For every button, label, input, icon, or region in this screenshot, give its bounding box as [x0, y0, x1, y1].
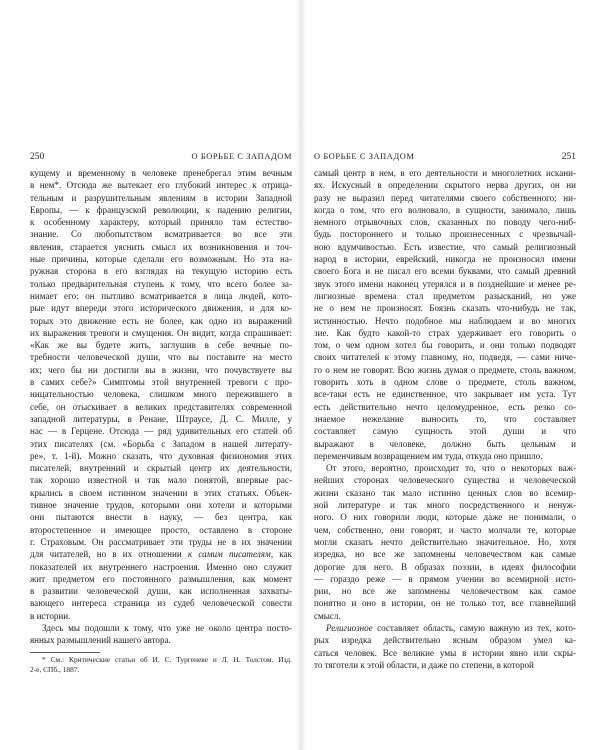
right-page-number: 251 [561, 152, 576, 162]
text-line: западной литературы, в Ренане, Штраусе, Д. С. Милле, у [30, 413, 292, 424]
text-line: От этого, вероятно, происходит то, что о некоторых важ- [326, 463, 576, 474]
text-line: понятно и оно в истории, он не только тот, все главнейший [314, 598, 576, 609]
text-line: рых изредка действительно ясным образом умел ка- [314, 635, 576, 646]
text-line: к особенному характеру, который приняло там естество- [30, 217, 292, 228]
text-line: говорить хоть в одном слове о предмете, столь важном, [314, 377, 576, 388]
right-page-text [314, 167, 576, 671]
emphasis: Религиозное [326, 622, 373, 633]
text-line: то тяготели к этой области, и даже по степени, в которой [314, 659, 534, 670]
left-page-footnote [30, 655, 292, 676]
left-running-head: О БОРЬБЕ С ЗАПАДОМ [191, 152, 292, 161]
text-line: переменчивым возвращением им туда, откуда оно пришло. [314, 450, 543, 461]
text-line: есть действительно нечто целомудренное, есть резко со- [314, 401, 576, 412]
text-line: жит предметом его постоянного размышления, как момент [30, 573, 292, 584]
text-line: г. Страховым. Он рассматривает эти труды не в их значении [30, 536, 292, 547]
text-line: они пытаются внести в науку, — без центра, как [30, 512, 292, 523]
text-line: своих читателей к этому главному, но, подведя, — сами ниче- [314, 352, 576, 363]
text-line: в нем*. Отсюда же вытекает его глубокий интерес к отрица- [30, 180, 292, 191]
emphasis: к самим писателям [187, 549, 271, 560]
left-page-header [30, 152, 292, 165]
text-line: в развитии человеческой души, как исполненная захваты- [30, 586, 292, 597]
text-line: лигиозные времена стал предметом разысканий, но уже [314, 290, 576, 301]
text-line: второстепенное и имеющее просто, оставлено в стороне [30, 524, 292, 535]
text-line: чем, собственно, они говорят, и часто молчали те, которые [314, 524, 576, 535]
text-line: тельным и разрушительным явлениям в истории Западной [30, 192, 292, 203]
text-line: ях. Искусный в определении скрытого нерва других, он ни [314, 180, 576, 191]
text-line: знание. Со любопытством всматривается во все эти [30, 229, 292, 240]
text-line: писателей, внутренний и скрытый центр их деятельности, [30, 463, 292, 474]
text-line: все-таки есть не единственное, что закрывает им уста. Тут [314, 389, 576, 400]
text-line: этих писателях (см. «Борьба с Западом в нашей литерату- [30, 438, 292, 449]
text-line: смысл. [314, 610, 341, 621]
text-line: торых это движение есть не более, как одно из выражений [30, 315, 292, 326]
text-line: их; чего бы ни достигли вы в жизни, что почувствуете вы [30, 364, 292, 375]
text-line: только предварительная ступень к тому, что всего более за- [30, 278, 292, 289]
right-page [314, 152, 576, 671]
text-line: знаемое нежелание выносить то, что составляет [314, 413, 576, 424]
text-line: истинностью. Нечто подобное мы наблюдаем и во многих [314, 315, 576, 326]
text-line: вающего интереса страница из судеб человеческой совести [30, 598, 292, 609]
text-line: самый центр в нем, в его деятельности и многолетних искани- [314, 168, 576, 178]
text-line: изредка, но все же запомнены человечеством как самые [314, 549, 576, 560]
text-line: саться человек. Все великие умы в истории явно или скры- [314, 647, 576, 658]
text-line: том, о чем одном хотел бы говорить, и они только подводят [314, 340, 576, 351]
text-line: «Как же вы будете жить, заглушив в себе вечные по- [30, 340, 292, 351]
text-line: выражают в человеке, должно быть цельным и [314, 438, 576, 449]
right-running-head: О БОРЬБЕ С ЗАПАДОМ [314, 152, 415, 161]
text-line: для читателей, но в их отношении к самим писателям, как [30, 549, 292, 560]
text-line: могли сказать нечто действительно значительное. Но, хотя [314, 536, 576, 547]
text-line: нейших сторонах человеческого существа и человеческой [314, 475, 576, 486]
left-page-number: 250 [30, 152, 45, 162]
text-line: показателей их внутреннего настроения. Именно оно служит [30, 561, 292, 572]
text-line: 2-е, СПб., 1887. [30, 664, 80, 674]
text-line: разу не выразил перед читателями своего собственного; ни- [314, 192, 576, 203]
right-page-header [314, 152, 576, 165]
text-line: зие. Как будто какой-то страх удерживает его говорить о [314, 327, 576, 338]
text-line: ною вдумчивостью. Есть известие, что самый религиозный [314, 241, 576, 252]
left-page-text [30, 167, 292, 647]
text-line: в самих себе?» Симптомы этой внутренней тревоги с про- [30, 377, 292, 388]
text-line: ницательностью человека, слишком много пережившего в [30, 389, 292, 400]
text-line: себе, он отыскивает в великих представителях современной [30, 401, 292, 412]
text-line: крылись в своем истинном значении в этих статьях. Объек- [30, 487, 292, 498]
text-line: жизни сказано так мало истинно ценных слов во всемир- [314, 487, 576, 498]
text-line: нас — в Герцене. Отсюда — ряд удивительных его статей об [30, 426, 292, 437]
text-line: ружная сторона в его взглядах на текущую историю есть [30, 266, 292, 277]
text-line: явления, старается уяснить смысл их возникновения и точ- [30, 241, 292, 252]
text-line: Европы, — к французской революции, к падению религии, [30, 204, 292, 215]
text-line: янных размышлений нашего автора. [30, 635, 171, 646]
text-line: будь постороннего и только произнесенных с чрезвычай- [314, 229, 576, 240]
text-line: ного. О них говорили люди, которые даже не понимали, о [314, 512, 576, 523]
text-line: * См.: Критические статьи об И. С. Тургеневе и Л. Н. Толстом. Изд. [42, 654, 292, 664]
text-line: нимает его: он пытливо всматривается в лица людей, кото- [30, 290, 292, 301]
text-line: — гораздо реже — в прямом учении во всемирной исто- [314, 573, 576, 584]
text-line: составляет самую сущность этой души и что [314, 426, 576, 437]
text-line: рые идут впереди этого исторического движения, и для ко- [30, 303, 292, 314]
text-line: когда о том, что его волновало, в сущности, занимало, лишь [314, 204, 576, 215]
footnote-rule [30, 652, 100, 653]
text-line: дорогие для него. В образах поэзии, в идеях философии [314, 561, 576, 572]
text-line: своего Бога и не писал его всеми буквами, что самый древний [314, 266, 576, 277]
book-gutter [296, 0, 306, 750]
text-line: Здесь мы подошли к тому, что уже не около центра посто- [42, 622, 292, 633]
text-line: Религиозное составляет область, самую важную из тех, кото- [326, 622, 576, 633]
text-line: ной литературе и так много посредственного и ненуж- [314, 500, 576, 511]
text-line: го о нем не говорят. Всю жизнь думая о предмете, столь важном, [314, 364, 576, 375]
text-line: ре», т. 1-й). Можно сказать, что духовная физиономия этих [30, 450, 292, 461]
text-line: кущему и временному в человеке пренебрегал этим вечным [30, 168, 292, 178]
left-page [30, 152, 292, 675]
text-line: так хорошо известной и так мало понятой, впервые рас- [30, 475, 292, 486]
text-line: в истории. [30, 610, 71, 621]
text-line: немного отрывочных слов, сказанных по поводу чего-ниб- [314, 217, 576, 228]
text-line: требности человеческой души, что вы поставите на место [30, 352, 292, 363]
text-line: рии, но все же запомнены человечеством как самое [314, 586, 576, 597]
text-line: их выражения тревоги и смущения. Он видит, когда спрашивает: [30, 327, 292, 338]
text-line: тивное значение трудов, которыми они хотели и которыми [30, 500, 292, 511]
text-line: звук этого имени наконец утерялся и в позднейшие и менее ре- [314, 278, 576, 289]
text-line: народ в истории, еврейский, никогда не произносил имени [314, 254, 576, 265]
text-line: ные причины, которые сделали его возможным. Но эта на- [30, 254, 292, 265]
text-line: не о нем не произносят. Боязнь сказать что-нибудь не так, [314, 303, 576, 314]
